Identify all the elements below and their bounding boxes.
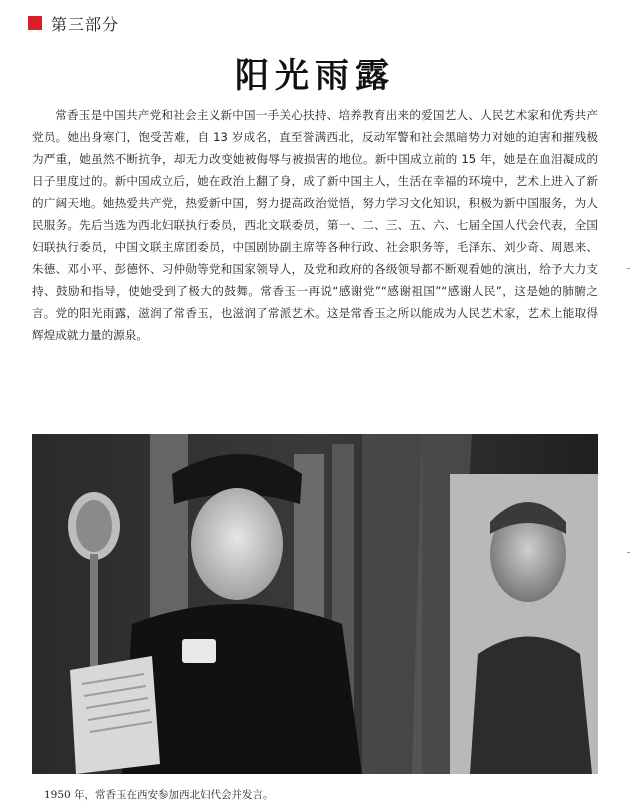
section-header bbox=[28, 12, 119, 34]
photo-illustration bbox=[32, 434, 598, 774]
section-marker bbox=[28, 16, 42, 30]
article-title: 阳光雨露 bbox=[235, 56, 395, 96]
photo-caption: 1950 年，常香玉在西安参加西北妇代会并发言。 bbox=[44, 789, 274, 801]
historical-photo bbox=[32, 434, 598, 774]
article-paragraph: 常香玉是中国共产党和社会主义新中国一手关心扶持、培养教育出来的爱国艺人、人民艺术家和优秀共产党员。她出身寒门，饱受苦难，自 13 岁成名，直至誉满西北，反动军警和社会黑暗势力对她的迫害和摧残极为严重，她虽然不断抗争，却无力改变她被侮辱与被损害的地位。新中国成立前的 15 年，她是在血泪凝成的日子里度过的。新中国成立后，她在政治上翻了身，成了新中国主人，生活在幸福的环境中，艺术上进入了新的广阔天地。她热爱共产党，热爱新中国，努力提高政治觉悟，努力学习文化知识，积极为新中国服务，为人民服务。先后当选为西北妇联执行委员，西北文联委员，第一、二、三、五、六、七届全国人代会代表，全国妇联执行委员，中国文联主席团委员，中国剧协副主席等各种行政、社会职务等，毛泽东、刘少奇、周恩来、朱德、邓小平、彭德怀、习仲勋等党和国家领导人，及党和政府的各级领导都不断观看她的演出，给予大力支持、鼓励和指导，使她受到了极大的鼓舞。常香玉一再说“感谢党”“感谢祖国”“感谢人民”，这是她的肺腑之言。党的阳光雨露，滋润了常香玉，也滋润了常派艺术。这是常香玉之所以能成为人民艺术家，艺术上能取得辉煌成就力量的源泉。 bbox=[32, 108, 598, 342]
section-label: 第三部分 bbox=[51, 14, 120, 34]
